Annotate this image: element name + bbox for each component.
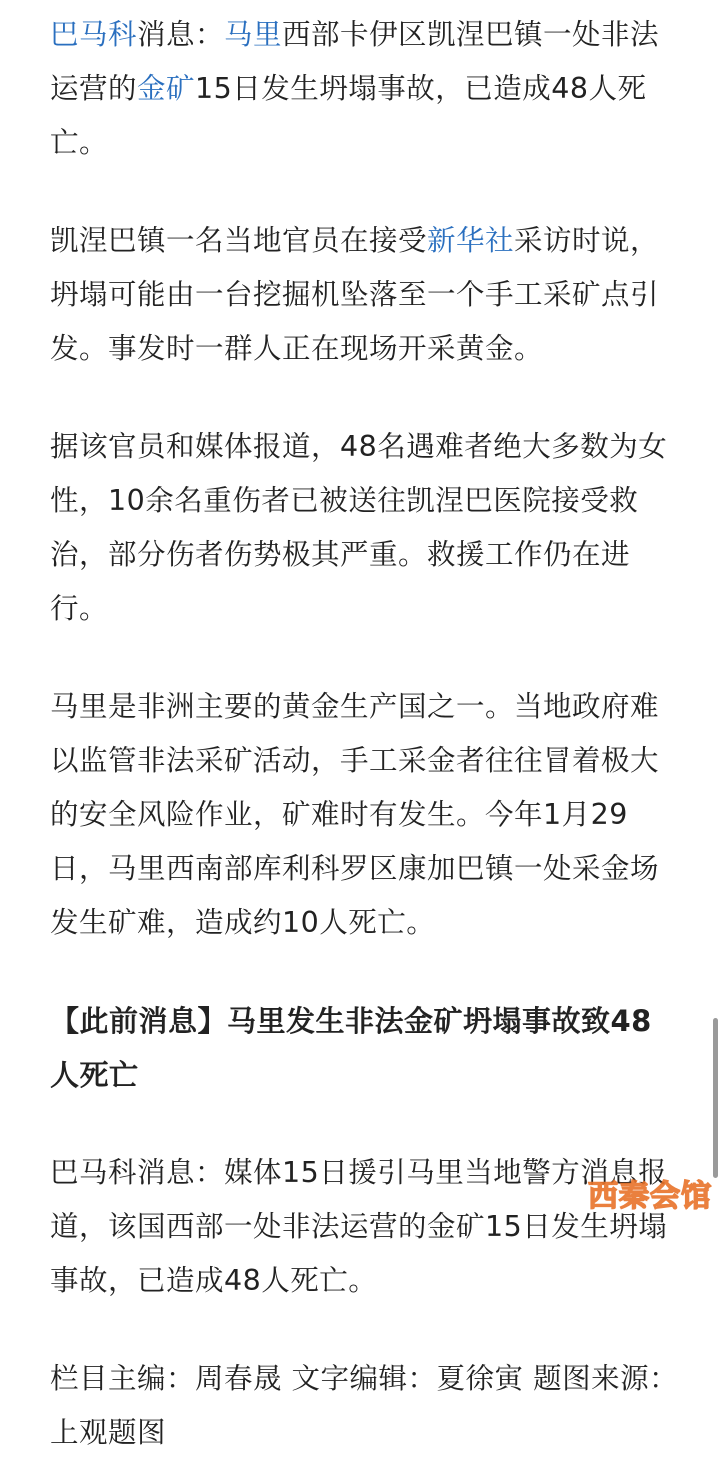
scrollbar[interactable] (713, 1018, 718, 1178)
link-xinhua[interactable]: 新华社 (427, 224, 515, 257)
link-gold-mine[interactable]: 金矿 (137, 72, 196, 105)
credits: 栏目主编：周春晟 文字编辑：夏徐寅 题图来源：上观题图 (50, 1362, 679, 1449)
link-mali[interactable]: 马里 (224, 18, 283, 51)
lead-text-1: 消息： (137, 18, 225, 51)
paragraph-official (50, 214, 680, 376)
article-body (50, 0, 680, 1460)
link-bamako[interactable]: 巴马科 (50, 18, 138, 51)
previous-news-heading: 【此前消息】马里发生非法金矿坍塌事故致48人死亡 (50, 1004, 652, 1092)
paragraph-previous-news: 巴马科消息：媒体15日援引马里当地警方消息报道，该国西部一处非法运营的金矿15日发生坍塌事故，已造成48人死亡。 (50, 1156, 668, 1297)
paragraph-victims: 据该官员和媒体报道，48名遇难者绝大多数为女性，10余名重伤者已被送往凯涅巴医院接受救治，部分伤者伤势极其严重。救援工作仍在进行。 (50, 430, 668, 625)
official-text-2: 采访时说，坍塌可能由一台挖掘机坠落至一个手工采矿点引发。事发时一群人正在现场开采黄金。 (50, 224, 660, 365)
official-text-1: 凯涅巴镇一名当地官员在接受 (50, 224, 428, 257)
lead-text-3: 15日发生坍塌事故，已造成48人死亡。 (50, 72, 647, 159)
paragraph-lead (50, 8, 680, 170)
watermark-logo: 西秦会馆 (588, 1179, 712, 1214)
paragraph-background: 马里是非洲主要的黄金生产国之一。当地政府难以监管非法采矿活动，手工采金者往往冒着极大的安全风险作业，矿难时有发生。今年1月29日，马里西南部库利科罗区康加巴镇一处采金场发生矿难，造成约10人死亡。 (50, 690, 660, 939)
lead-text-2: 西部卡伊区凯涅巴镇一处非法运营的 (50, 18, 660, 105)
